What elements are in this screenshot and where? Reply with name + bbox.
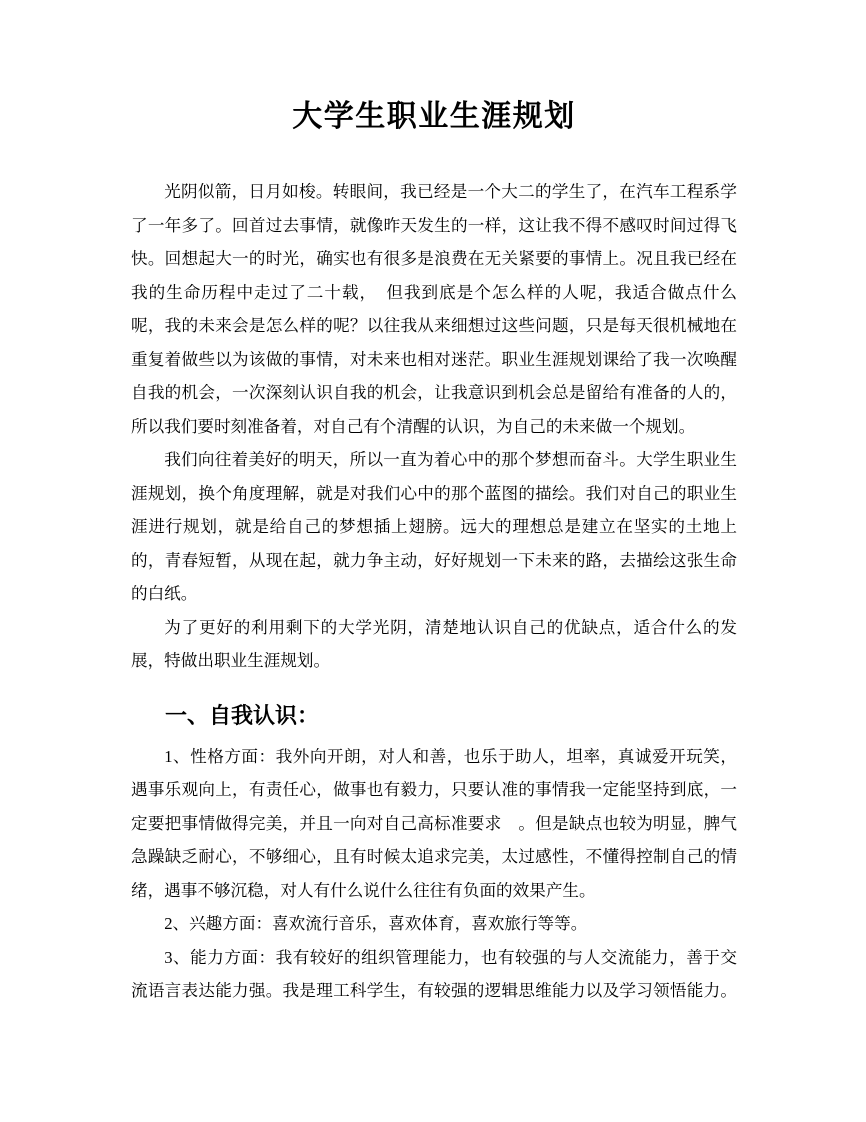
text-line: 涯规划，换个角度理解，就是对我们心中的那个蓝图的描绘。我们对自己的职业生 — [131, 483, 737, 503]
text-line: 遇事乐观向上，有责任心，做事也有毅力，只要认准的事情我一定能坚持到底，一 — [131, 780, 737, 799]
text-line: 定要把事情做得完美，并且一向对自己高标准要求 。但是缺点也较为明显，脾气 — [131, 813, 737, 833]
document-body — [131, 175, 737, 1008]
text-line: 我们向往着美好的明天，所以一直为着心中的那个梦想而奋斗。大学生职业生 — [164, 450, 737, 469]
text-line: 快。回想起大一的时光，确实也有很多是浪费在无关紧要的事情上。况且我已经在 — [131, 249, 737, 268]
personality-paragraph — [131, 740, 737, 908]
purpose-paragraph — [131, 611, 737, 678]
dream-paragraph — [131, 443, 737, 611]
text-line: 展，特做出职业生涯规划。 — [131, 651, 331, 670]
text-line: 自我的机会，一次深刻认识自我的机会，让我意识到机会总是留给有准备的人的， — [131, 383, 737, 402]
text-line: 急躁缺乏耐心，不够细心，且有时候太追求完美，太过感性，不懂得控制自己的情 — [131, 847, 737, 866]
text-line: 的白纸。 — [131, 584, 198, 603]
text-line: 为了更好的利用剩下的大学光阴，清楚地认识自己的优缺点，适合什么的发 — [164, 617, 737, 637]
ability-paragraph — [131, 941, 737, 1008]
text-line: 我的生命历程中走过了二十载， 但我到底是个怎么样的人呢，我适合做点什么 — [131, 282, 737, 302]
text-line: 绪，遇事不够沉稳，对人有什么说什么往往有负面的效果产生。 — [131, 880, 596, 900]
text-line: 光阴似箭，日月如梭。转眼间，我已经是一个大二的学生了，在汽车工程系学 — [164, 182, 737, 201]
text-line: 呢，我的未来会是怎么样的呢？以往我从来细想过这些问题，只是每天很机械地在 — [131, 316, 737, 335]
intro-paragraph — [131, 175, 737, 443]
text-line: 2、兴趣方面：喜欢流行音乐，喜欢体育，喜欢旅行等等。 — [164, 914, 588, 933]
interest-paragraph — [131, 907, 737, 941]
text-line: 流语言表达能力强。我是理工科学生，有较强的逻辑思维能力以及学习领悟能力。 — [131, 981, 737, 1000]
text-line: 3、能力方面：我有较好的组织管理能力，也有较强的与人交流能力，善于交 — [164, 947, 737, 967]
text-line: 所以我们要时刻准备着，对自己有个清醒的认识，为自己的未来做一个规划。 — [131, 416, 696, 436]
text-line: 1、性格方面：我外向开朗，对人和善，也乐于助人，坦率，真诚爱开玩笑， — [164, 746, 737, 766]
text-line: 了一年多了。回首过去事情，就像昨天发生的一样，这让我不得不感叹时间过得飞 — [131, 215, 737, 235]
section-heading-self-awareness: 一、自我认识： — [165, 703, 320, 729]
text-line: 重复着做些以为该做的事情，对未来也相对迷茫。职业生涯规划课给了我一次唤醒 — [131, 349, 737, 369]
document-title: 大学生职业生涯规划 — [292, 100, 576, 133]
text-line: 涯进行规划，就是给自己的梦想插上翅膀。远大的理想总是建立在坚实的土地上 — [131, 517, 737, 536]
text-line: 的，青春短暂，从现在起，就力争主动，好好规划一下未来的路，去描绘这张生命 — [131, 550, 737, 570]
